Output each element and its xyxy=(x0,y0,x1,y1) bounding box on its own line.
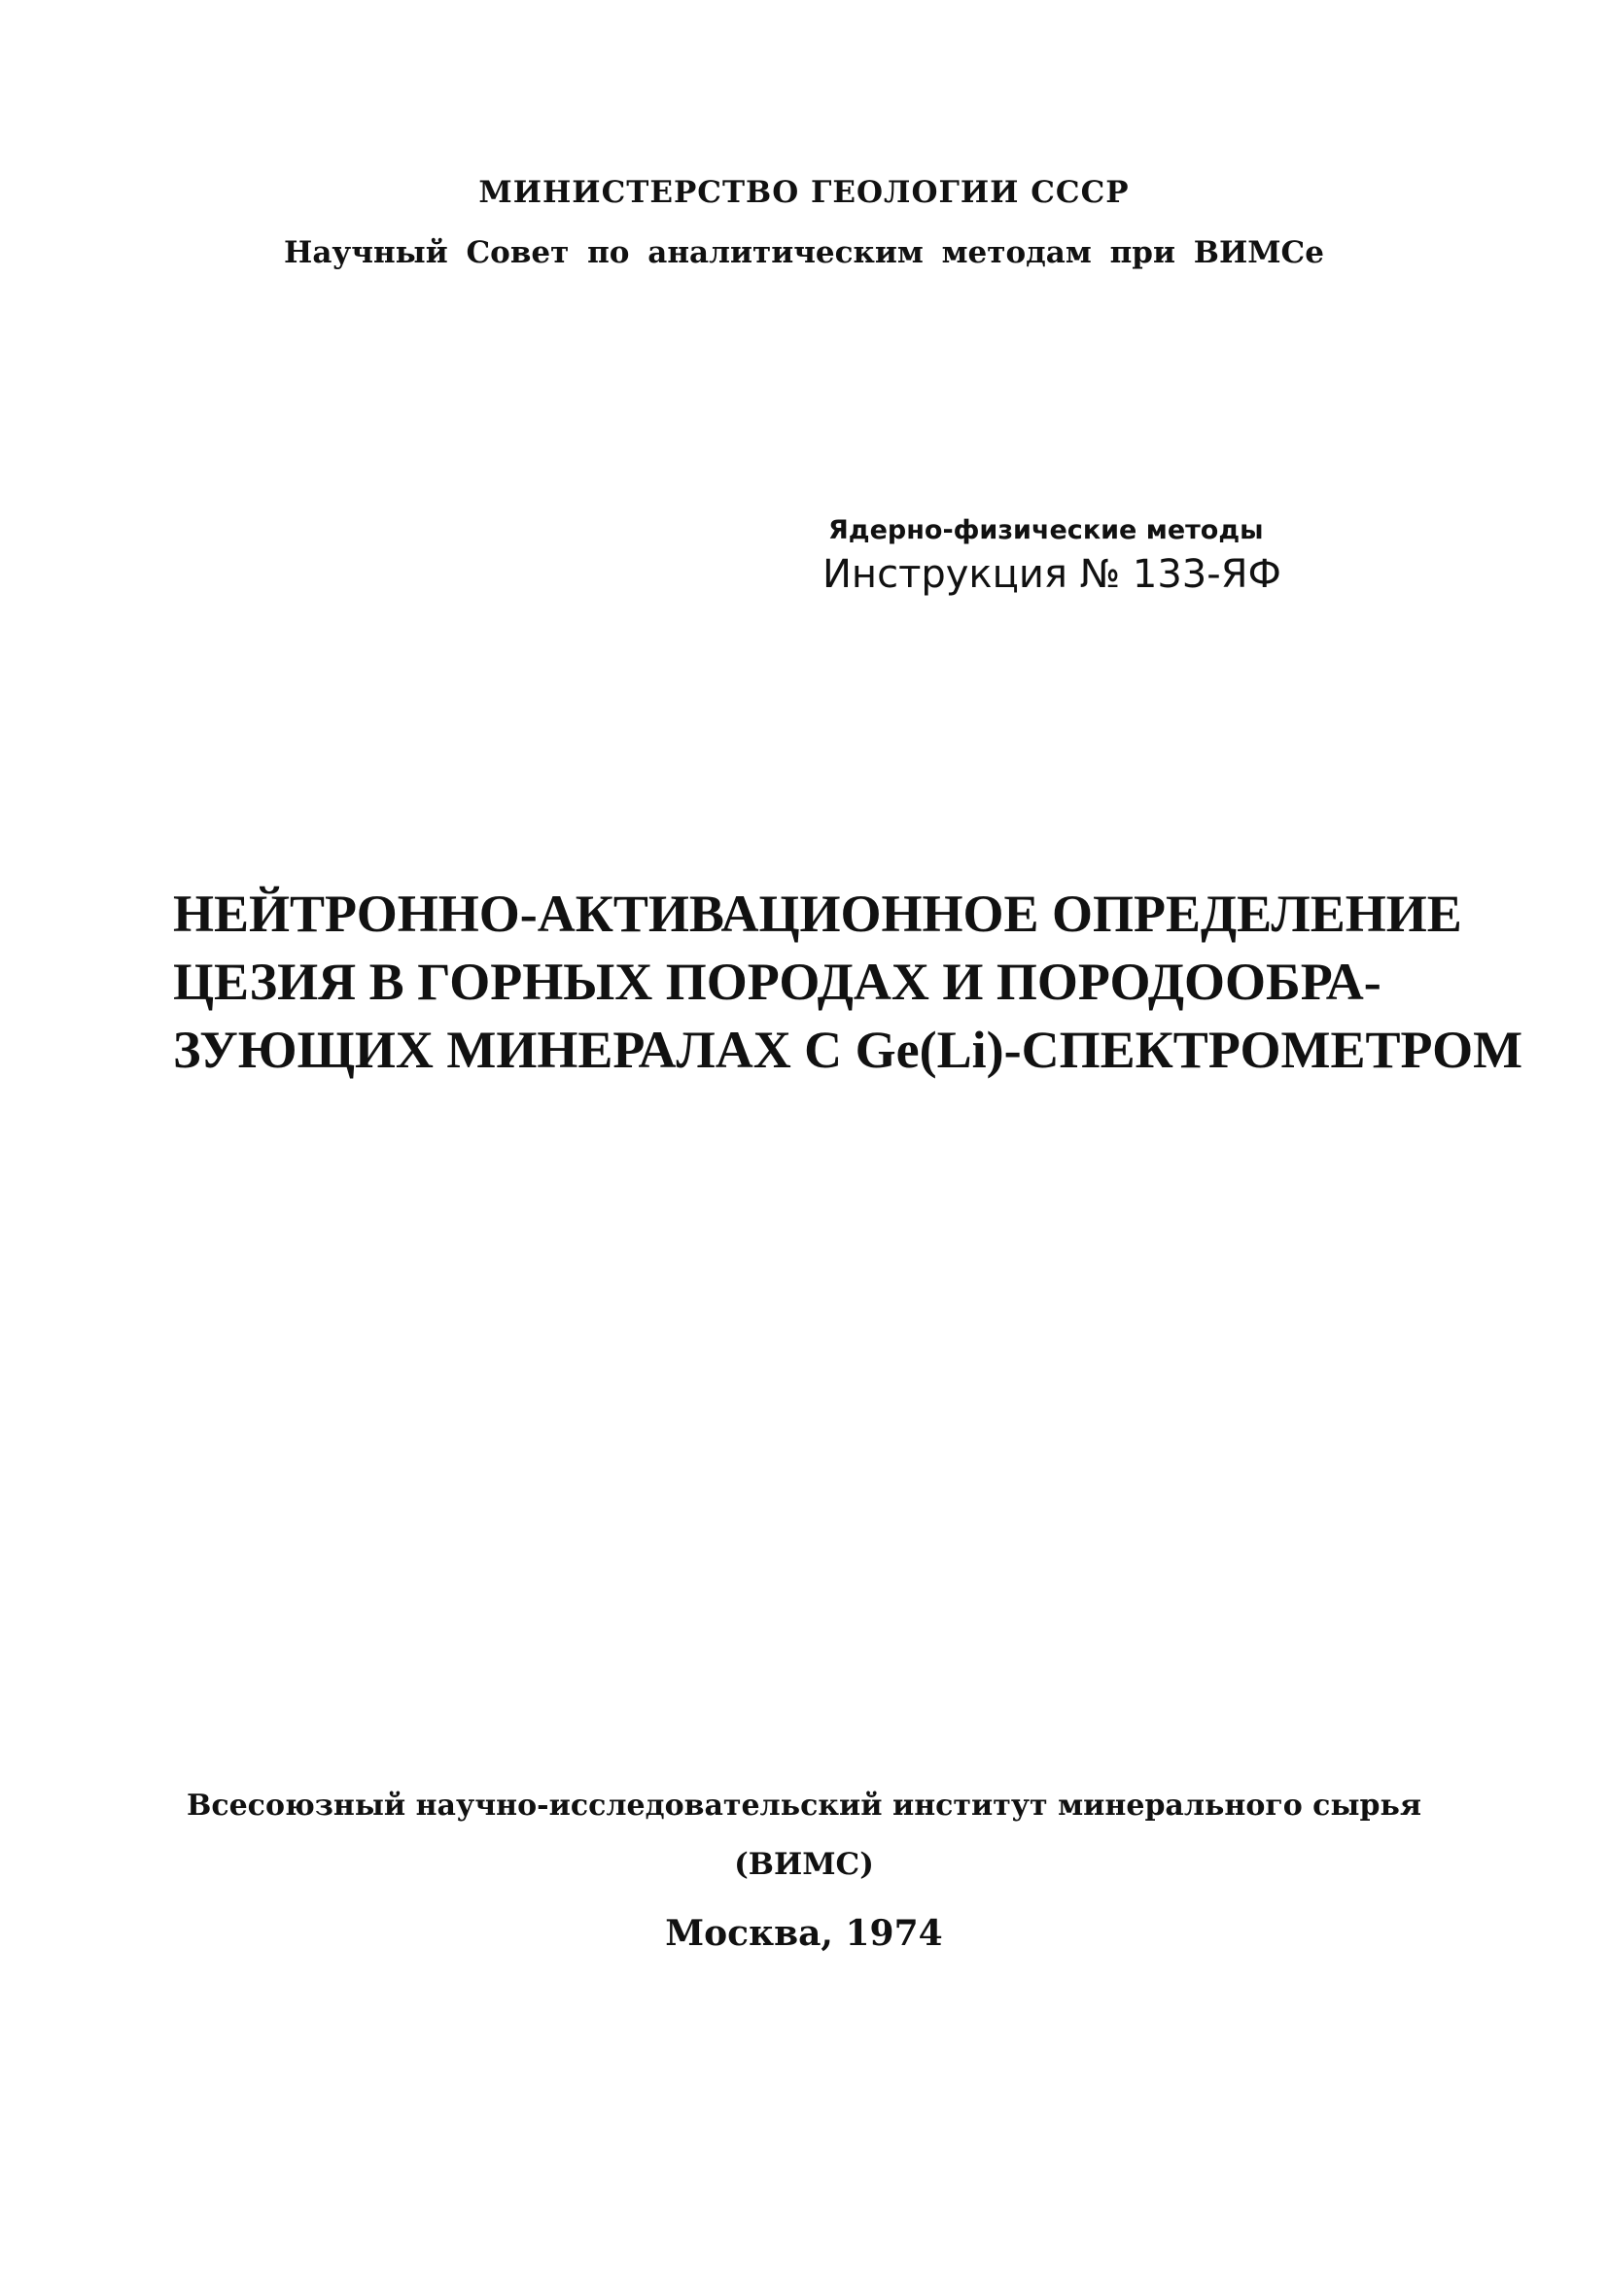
title-line-1: НЕЙТРОННО-АКТИВАЦИОННОЕ ОПРЕДЕЛЕНИЕ xyxy=(173,885,1462,943)
document-title xyxy=(173,880,1523,1084)
publication-place-year: Москва, 1974 xyxy=(665,1913,943,1954)
series-category: Ядерно-физические методы xyxy=(828,515,1264,545)
institute-abbreviation: (ВИМС) xyxy=(734,1847,874,1882)
instruction-number: Инструкция № 133-ЯФ xyxy=(822,552,1281,597)
council-subheading: Научный Совет по аналитическим методам при ВИМСе xyxy=(284,235,1324,270)
ministry-heading: МИНИСТЕРСТВО ГЕОЛОГИИ СССР xyxy=(478,175,1130,210)
title-line-3: ЗУЮЩИХ МИНЕРАЛАХ С Ge(Li)-СПЕКТРОМЕТРОМ xyxy=(173,1021,1523,1079)
institute-name: Всесоюзный научно-исследовательский институт минерального сырья xyxy=(186,1789,1422,1823)
title-line-2: ЦЕЗИЯ В ГОРНЫХ ПОРОДАХ И ПОРОДООБРА- xyxy=(173,953,1381,1011)
